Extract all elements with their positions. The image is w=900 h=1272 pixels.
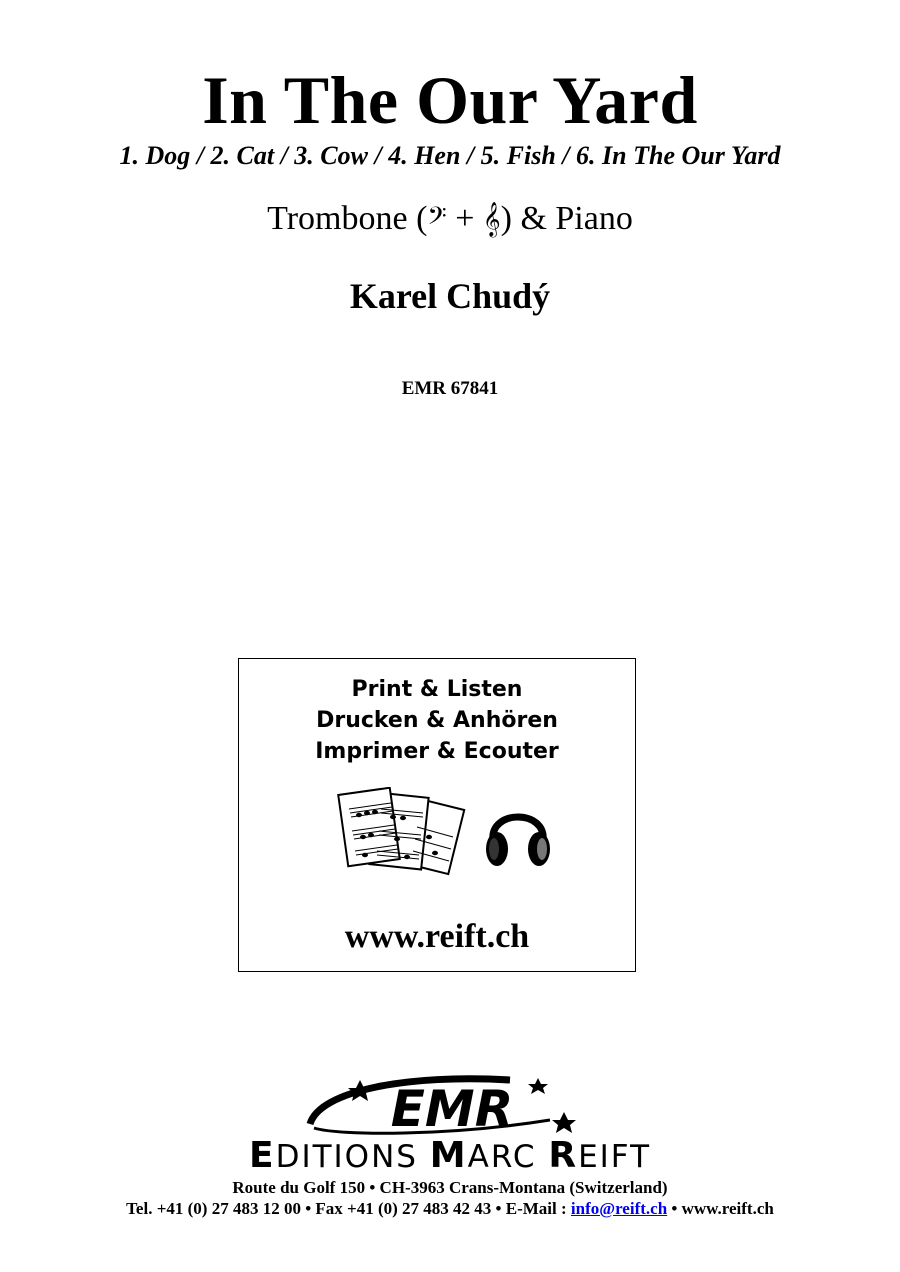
page-title: In The Our Yard: [202, 62, 698, 138]
publisher-name-part: E: [248, 1135, 276, 1176]
emr-logo-icon: [300, 1072, 600, 1140]
movement-list: 1. Dog / 2. Cat / 3. Cow / 4. Hen / 5. Fish / 6. In The Our Yard: [119, 141, 781, 170]
composer-name: Karel Chudý: [349, 276, 551, 316]
contact-phone-fax: Tel. +41 (0) 27 483 12 00 • Fax +41 (0) 27 483 42 43 • E-Mail :: [126, 1199, 571, 1218]
promo-line-en: Print & Listen: [351, 677, 523, 702]
headphones-icon: [483, 795, 553, 875]
sheet-music-icon: [337, 787, 469, 883]
publisher-name: [0, 1135, 900, 1176]
publisher-contact: [0, 1198, 900, 1220]
instrumentation-plus: +: [446, 200, 483, 237]
catalog-number: EMR 67841: [401, 378, 499, 399]
promo-line-de: Drucken & Anhören: [316, 708, 558, 733]
emr-logo-text: EMR: [390, 1080, 514, 1138]
instrumentation-part2: ) & Piano: [500, 200, 633, 237]
email-link[interactable]: info@reift.ch: [570, 1199, 668, 1218]
publisher-name-part: R: [548, 1135, 579, 1176]
publisher-name-part: EIFT: [578, 1139, 652, 1175]
promo-line-fr: Imprimer & Ecouter: [315, 739, 559, 764]
print-listen-box: [238, 658, 636, 972]
treble-clef-icon: 𝄞: [482, 202, 501, 237]
publisher-name-part: DITIONS: [275, 1139, 430, 1175]
publisher-name-part: ARC: [467, 1139, 549, 1175]
publisher-name-part: M: [429, 1135, 468, 1176]
instrumentation-part1: Trombone (: [267, 200, 428, 237]
instrumentation: [0, 198, 900, 241]
bass-clef-icon: 𝄢: [427, 202, 447, 237]
promo-website: www.reift.ch: [344, 918, 530, 955]
contact-website: • www.reift.ch: [667, 1199, 774, 1218]
publisher-address: Route du Golf 150 • CH-3963 Crans-Montana (Switzerland): [232, 1178, 668, 1197]
